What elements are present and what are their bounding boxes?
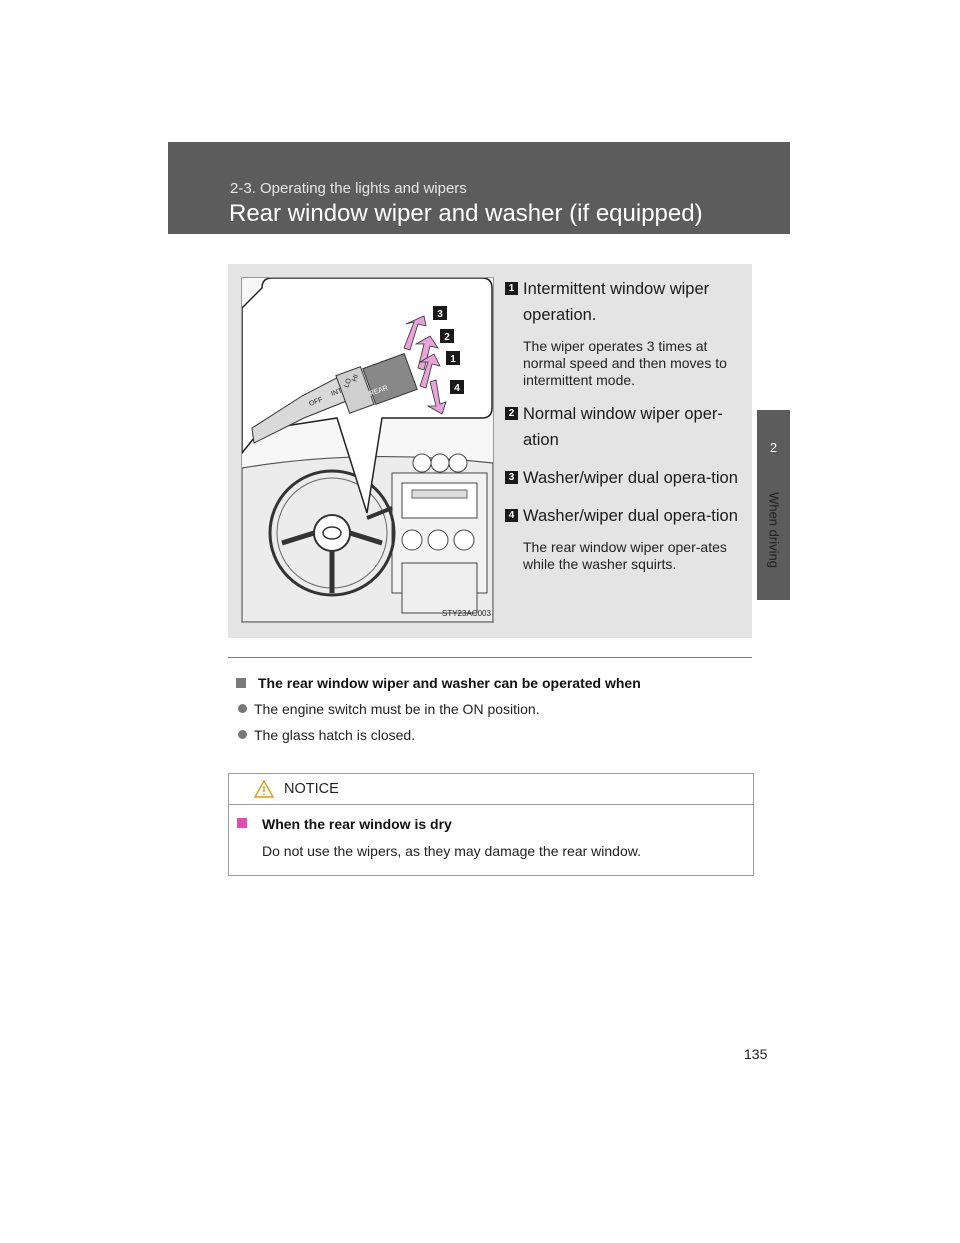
item-description: The rear window wiper oper-ates while the washer squirts. [523, 539, 727, 572]
item-title: Washer/wiper dual opera-tion [523, 507, 738, 525]
dashboard-illustration [241, 277, 494, 623]
notice-header [229, 774, 753, 805]
chapter-header [168, 142, 790, 234]
page-number: 135 [744, 1046, 768, 1062]
condition-bullet: The glass hatch is closed. [236, 727, 756, 743]
lever-label-lo: LO [343, 377, 354, 389]
notice-text: Do not use the wipers, as they may damage the rear window. [262, 843, 641, 859]
arrow-number-3: 3 [437, 309, 443, 320]
item-number-badge: 3 [505, 471, 518, 484]
arrow-number-1: 1 [450, 354, 456, 365]
list-item [505, 503, 745, 573]
item-number-badge: 1 [505, 282, 518, 295]
notice-label: NOTICE [284, 781, 339, 797]
item-number-badge: 4 [505, 509, 518, 522]
list-item [505, 465, 745, 491]
figure-code: STY23AC003 [442, 609, 491, 618]
item-title: Intermittent window wiper operation. [523, 280, 710, 324]
list-item [505, 401, 745, 453]
item-description: The wiper operates 3 times at normal speed and then moves to intermittent mode. [523, 338, 727, 388]
chapter-tab-label [752, 470, 796, 590]
function-list [505, 276, 745, 585]
dashboard-drawing [242, 278, 493, 622]
warning-triangle-icon [254, 780, 274, 798]
chapter-tab-label-text: When driving [766, 492, 782, 568]
page-title: Rear window wiper and washer (if equipped) [229, 200, 703, 227]
lever-label-rear: REAR [368, 384, 389, 398]
item-title: Normal window wiper oper-ation [523, 405, 723, 449]
section-divider [228, 657, 752, 658]
notice-box [228, 773, 754, 876]
operating-conditions [236, 675, 756, 753]
section-subtitle: 2-3. Operating the lights and wipers [230, 180, 467, 197]
chapter-tab-number: 2 [769, 440, 778, 455]
conditions-heading: The rear window wiper and washer can be operated when [236, 675, 756, 691]
arrow-number-4: 4 [454, 383, 460, 394]
condition-bullet: The engine switch must be in the ON position. [236, 701, 756, 717]
lever-label-hi: HI [351, 373, 361, 383]
list-item [505, 276, 745, 389]
lever-label-int: INT [330, 387, 344, 398]
notice-heading: When the rear window is dry [237, 816, 452, 832]
lever-label-off: OFF [308, 396, 324, 408]
item-number-badge: 2 [505, 407, 518, 420]
item-title: Washer/wiper dual opera-tion [523, 469, 738, 487]
arrow-number-2: 2 [444, 332, 450, 343]
